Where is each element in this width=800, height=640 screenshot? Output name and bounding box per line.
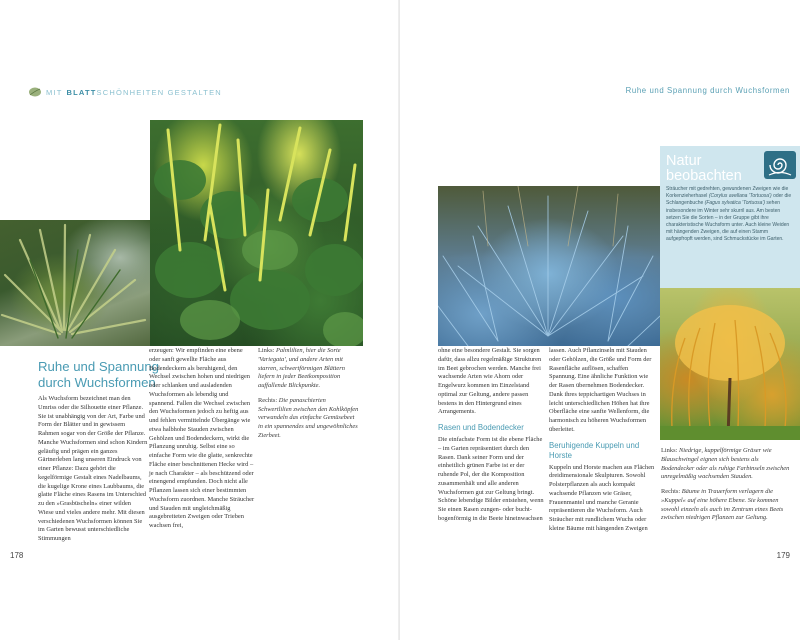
subheading-rasen: Rasen und Bodendecker xyxy=(438,423,524,432)
leaf-icon xyxy=(28,86,42,98)
spiral-eye-icon xyxy=(763,150,797,180)
running-header-left: MIT BLATT SCHÖNHEITEN GESTALTEN xyxy=(28,86,222,98)
subheading-kuppeln: Beruhigende Kuppeln und Horste xyxy=(549,440,640,460)
natur-text: Sträucher mit gedrehten, gewundenen Zweigen wie die Korkenzieherhasel (Corylus avellana 'Tortuosa') oder die Schlangenbuche (Fagus sylvatica 'Tortuosa') sehen insbesondere im Winter sehr skurril aus. Am besten setzen Sie die Sorten – in der Gruppe gibt ihre charakteristische Wuchsform unter. Auch kleine Weiden mit hängenden Zweigen, die auf einen Stamm aufgepfropft werden, sind Schmuckstücke im Garten. xyxy=(666,186,792,243)
photo-weeping-tree xyxy=(660,288,800,440)
page-number-right: 179 xyxy=(776,551,790,560)
body-column-2: erzeugen: Wir empfinden eine ebene oder sanft gewellte Fläche aus Bodendeckern als beruhigend, den Wechsel zwischen hohen und niedrigen oder schlanken und ausladenden Wuchsformen als lebendig und spannend. Fallen die Wechsel zwischen den Wuchsformen jedoch zu heftig aus und fehlen vermittelnde Übergänge wie etwa halbhohe Stauden zwischen Gehölzen und Bodendeckern, wirkt die Pflanzung unruhig. Selbst eine so einfache Form wie die glatte, senkrechte Fläche einer beschnittenen Hecke wird – je nach Charakter – als beschützend oder einengend empfunden. Doch nicht alle Pflanzen lassen sich einer bestimmten Wuchsform zuordnen. Manche Sträucher und Stauden mit ungleichmäßig ausgebreiteten Zweigen oder Trieben wachsen frei, xyxy=(149,347,255,529)
photo-blue-fescue xyxy=(438,186,660,346)
natur-title: Natur beobachten xyxy=(666,153,742,184)
photo-iris-cabbage xyxy=(150,120,363,346)
running-header-right: Ruhe und Spannung durch Wuchsformen xyxy=(625,86,790,95)
caption-left: Links: Palmlilien, hier die Sorte 'Variegata', und andere Arten mit starren, schwertförmigen Blättern liefern in jeder Beetkomposition auffallende Blickpunkte. Rechts: Die panaschierten Schwertlilien zwischen den Kohlköpfen verwandeln das einfache Gemüsebeet in ein spannendes und ungewöhnliches Zierbeet. xyxy=(258,347,359,439)
body-column-1: Als Wuchsform bezeichnet man den Umriss oder die Silhouette einer Pflanze. Sie ist unabhängig von der Art, Farbe und Form der Blätter und in gewissem Rahmen sogar von der Größe der Pflanze. Manche Wuchsformen sind schon Kindern geläufig und prägen ein ganzes Gärtnerleben lang unseren Eindruck von einer Pflanze: Dazu gehört die kegelförmige Gestalt eines Nadelbaums, die kugelige Krone eines Laubbaums, die glatte Fläche eines Rasens im Unterschied zu den »Grasbüscheln« einer wilden Wiese und vieles andere mehr. Mit diesen verschiedenen Wuchsformen können Sie im Garten bewusst unterschiedliche Stimmungen xyxy=(38,395,148,542)
section-heading: Ruhe und Spannung durch Wuchsformen xyxy=(38,359,159,390)
page-number-left: 178 xyxy=(10,551,24,560)
natur-beobachten-box xyxy=(660,146,800,288)
body-column-3: ohne eine besondere Gestalt. Sie sorgen dafür, dass allzu regelmäßige Strukturen im Beet gebrochen werden. Manche frei wachsende Arten wie Ahorn oder Engelwurz kommen im Einzelstand optimal zur Geltung, andere passen bestens in den Hintergrund eines Arrangements. Rasen und Bodendecker Die einfachste Form ist die ebene Fläche – im Garten repräsentiert durch den Rasen. Dank seiner Form und der einheitlich grünen Farbe ist er der ruhende Pol, der die Komposition zusammenhält und alle anderen Wuchsformen gut zur Geltung bringt. Schöne lebendige Bilder entstehen, wenn Sie einen Rasen zungen- oder bucht-bogenförmig in die Beete hineinwachsen xyxy=(438,347,544,522)
photo-yucca xyxy=(0,220,150,346)
body-column-4: lassen. Auch Pflanzinseln mit Stauden oder Gehölzen, die Größe und Form der Rasenfläche auflösen, schaffen Spannung. Eine ähnliche Funktion wie der Rasen übernehmen Bodendecker. Dank ihres teppichartigen Wuchses in leicht unterschiedlichen Höhen hat ihre Oberfläche eine sanfte Wellenform, die harmonisch zu höheren Wuchsformen überleitet. Beruhigende Kuppeln und Horste Kuppeln und Horste machen aus Flächen dreidimensionale Skulpturen. Sowohl Polsterpflanzen als auch kompakt wachsende Pflanzen wie Gräser, Frauenmantel und manche Geranie repräsentieren die Wuchsform. Auch Sträucher mit rundlichem Wuchs oder kleine Bäume mit hängenden Zweigen xyxy=(549,347,655,532)
caption-right: Links: Niedrige, kuppelförmige Gräser wie Blauschwingel eignen sich bestens als Bodendecker oder als ruhige Farbinseln zwischen unregelmäßig wachsenden Stauden. Rechts: Bäume in Trauerform verlagern die »Kuppel« auf eine höhere Ebene. Sie kommen sowohl einzeln als auch im Zentrum eines Beets zwischen niedrigen Pflanzen zur Geltung. xyxy=(661,447,790,522)
